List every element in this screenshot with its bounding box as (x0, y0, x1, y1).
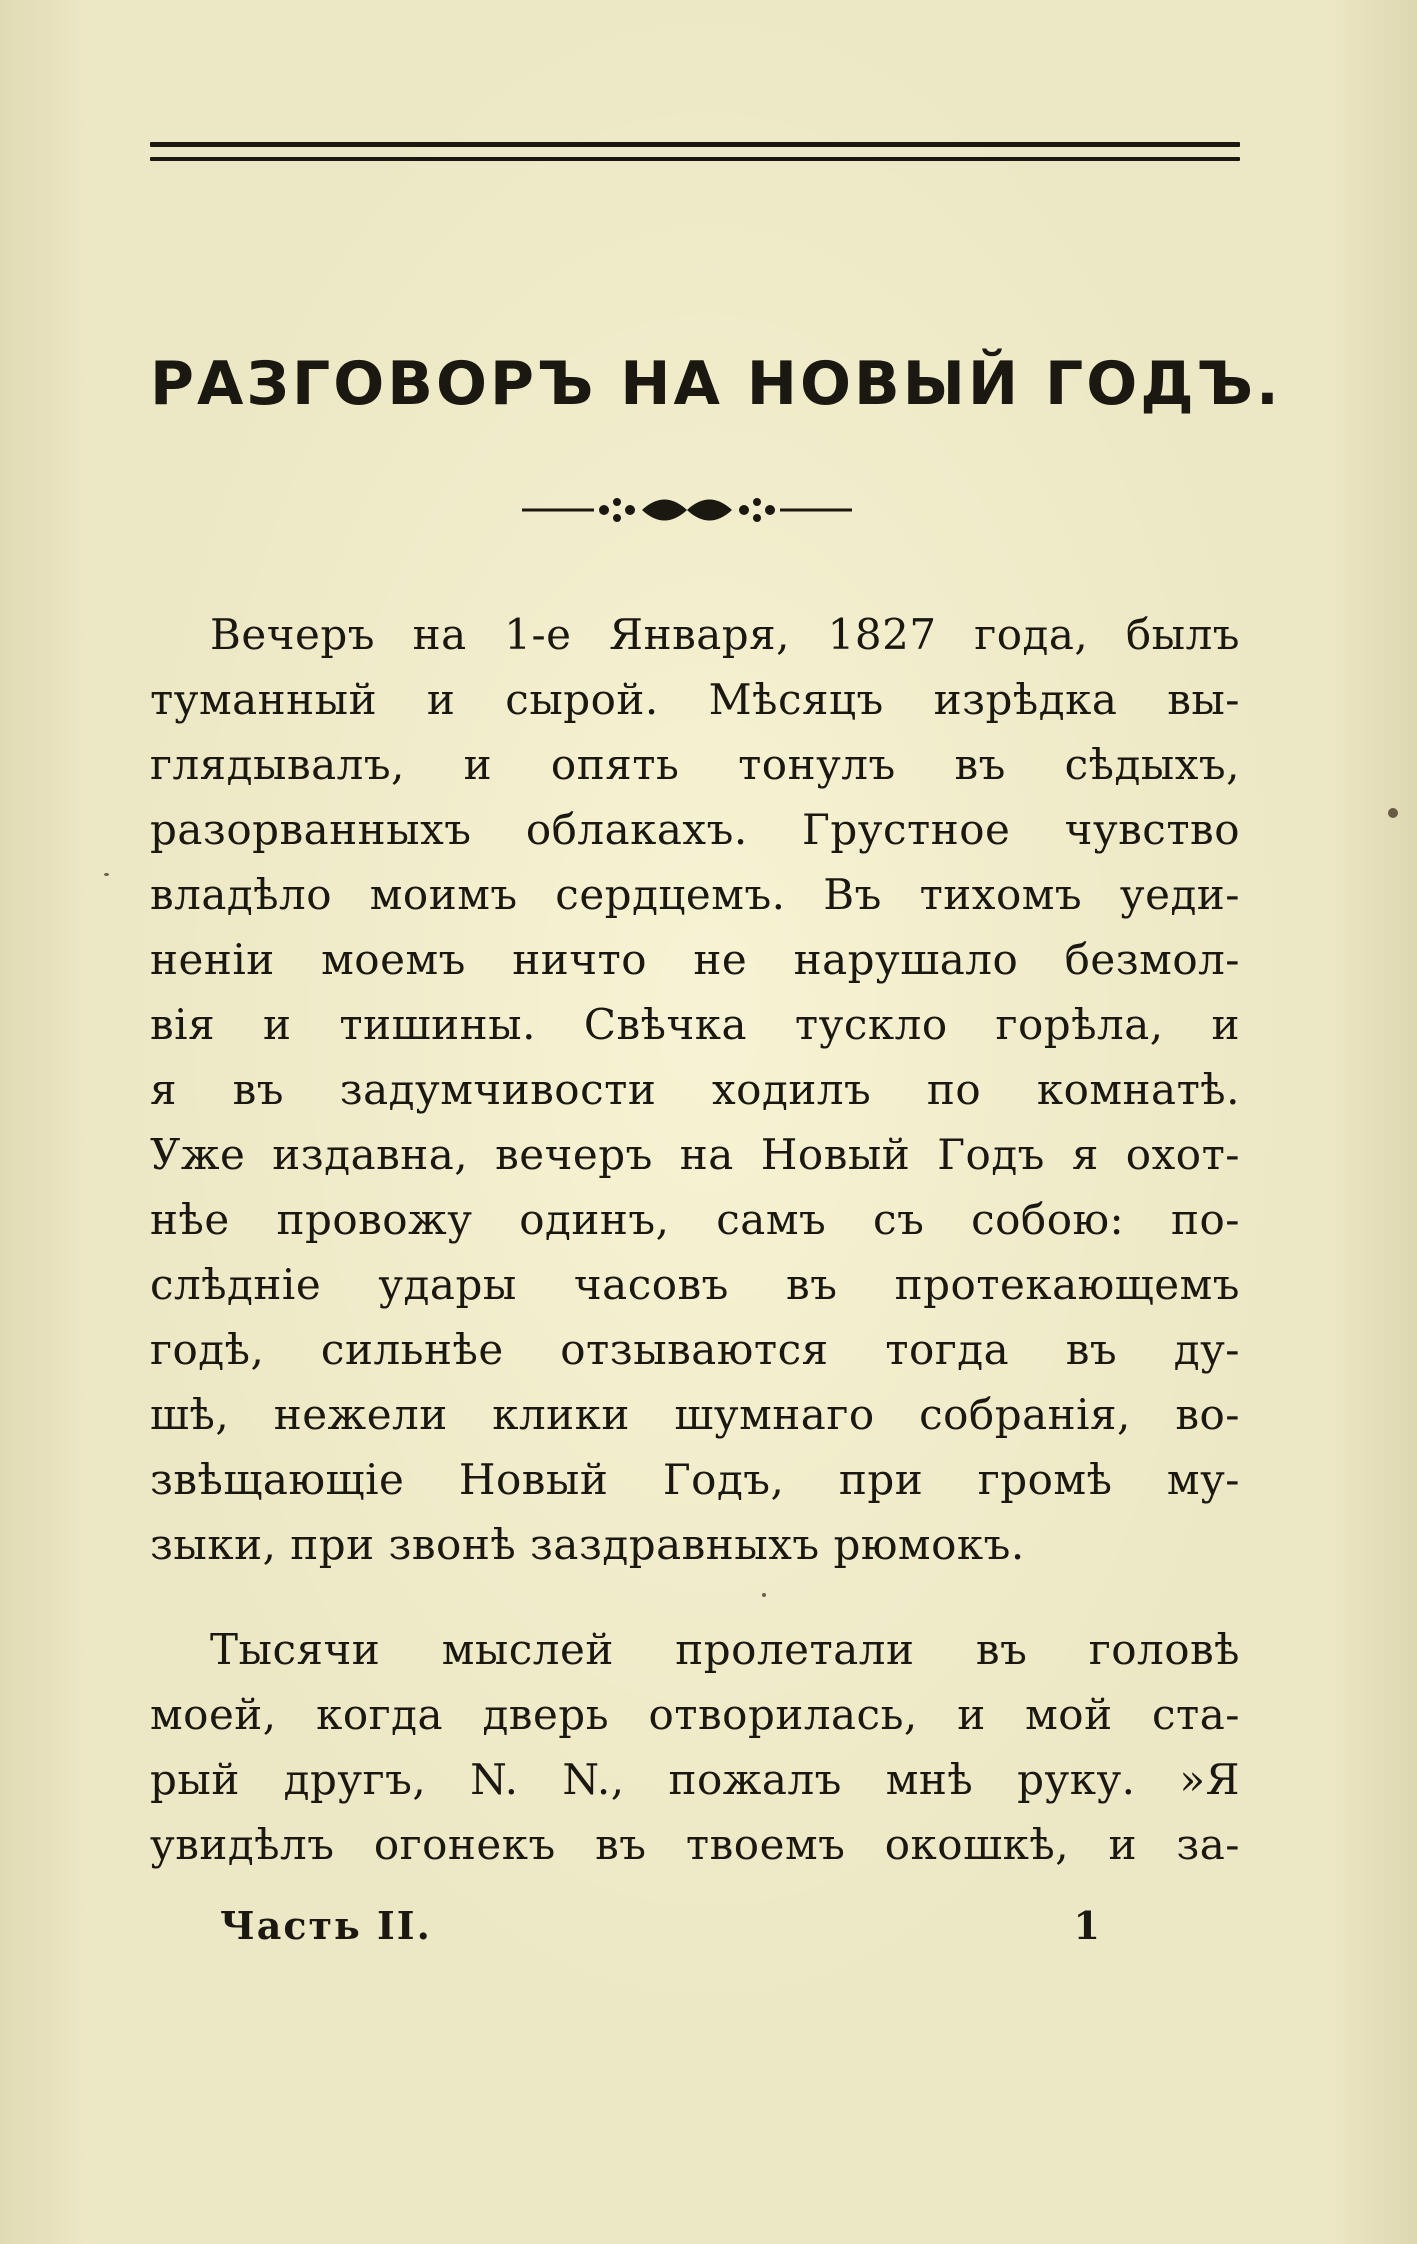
text-line: Тысячи мыслей пролетали въ головѣ (210, 1625, 1240, 1674)
paragraph-1 (150, 602, 1240, 1577)
text-line: годѣ, сильнѣе отзываются тогда въ ду- (150, 1325, 1240, 1374)
signature-mark: Часть II. (220, 1903, 432, 1948)
text-line: звѣщающіе Новый Годъ, при громѣ му- (150, 1455, 1240, 1504)
text-line: Вечеръ на 1-е Января, 1827 года, былъ (210, 610, 1240, 659)
text-line: рый другъ, N. N., пожалъ мнѣ руку. »Я (150, 1755, 1240, 1804)
text-line: туманный и сырой. Мѣсяцъ изрѣдка вы- (150, 675, 1240, 724)
text-line: слѣдніе удары часовъ въ протекающемъ (150, 1260, 1240, 1309)
text-line: я въ задумчивости ходилъ по комнатѣ. (150, 1065, 1240, 1114)
header-rule-thin (150, 157, 1240, 161)
text-line: владѣло моимъ сердцемъ. Въ тихомъ уеди- (150, 870, 1240, 919)
text-line: разорванныхъ облакахъ. Грустное чувство (150, 805, 1240, 854)
foxing-spot (104, 873, 109, 876)
foxing-spot (762, 1593, 766, 1597)
page-number: 1 (1073, 1903, 1100, 1948)
text-line: нѣе провожу одинъ, самъ съ собою: по- (150, 1195, 1240, 1244)
text-line: шѣ, нежели клики шумнаго собранія, во- (150, 1390, 1240, 1439)
paragraph-2 (150, 1617, 1240, 1877)
page-footer (220, 1896, 1100, 1956)
text-line: моей, когда дверь отворилась, и мой ста- (150, 1690, 1240, 1739)
text-line: Уже издавна, вечеръ на Новый Годъ я охот- (150, 1130, 1240, 1179)
ornament-divider-icon (522, 490, 852, 530)
text-line: вія и тишины. Свѣчка тускло горѣла, и (150, 1000, 1240, 1049)
text-line: зыки, при звонѣ заздравныхъ рюмокъ. (150, 1520, 1025, 1569)
text-line: неніи моемъ ничто не нарушало безмол- (150, 935, 1240, 984)
chapter-title: РАЗГОВОРЪ НА НОВЫЙ ГОДЪ. (150, 349, 1282, 419)
header-rule-thick (150, 142, 1240, 147)
text-line: увидѣлъ огонекъ въ твоемъ окошкѣ, и за- (150, 1820, 1240, 1869)
text-line: глядывалъ, и опять тонулъ въ сѣдыхъ, (150, 740, 1240, 789)
foxing-spot (1388, 808, 1398, 818)
